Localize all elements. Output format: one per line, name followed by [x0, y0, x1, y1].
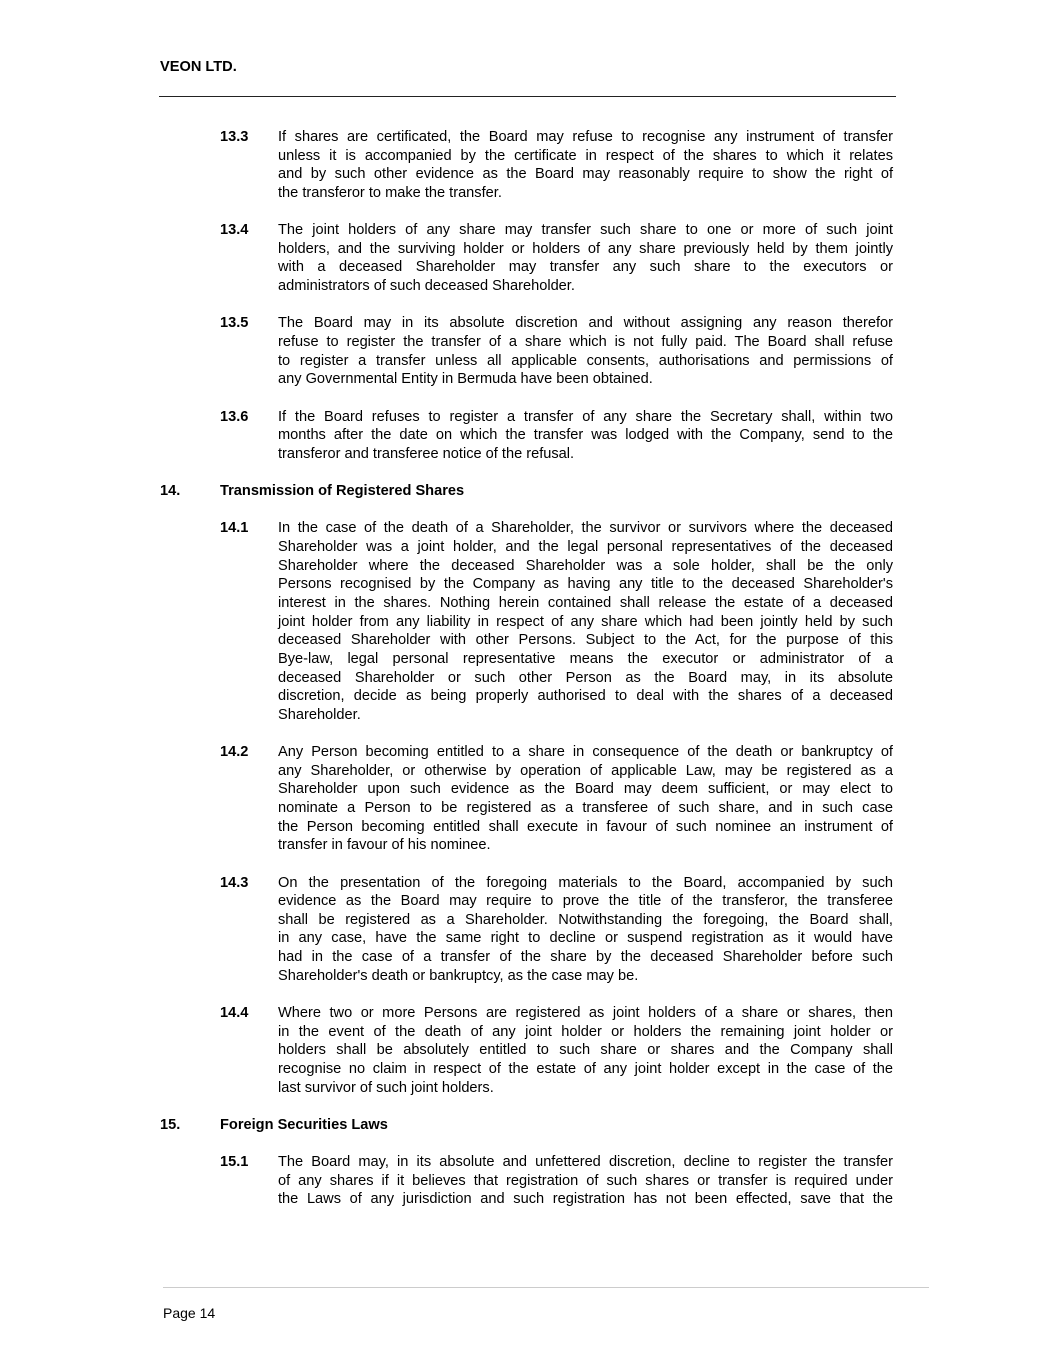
section-title: Transmission of Registered Shares — [220, 483, 465, 500]
clause-text — [278, 743, 893, 855]
page-number: Page 14 — [163, 1305, 216, 1321]
text-line: Shareholder. — [278, 706, 361, 723]
clause — [160, 408, 894, 464]
clause-number: 13.3 — [220, 129, 249, 145]
text-line: transferor and transferee notice of the refusal. — [278, 445, 575, 462]
clause — [160, 128, 894, 203]
text-line: Where two or more Persons are registered as joint holders of a share or shares, then — [278, 1004, 893, 1021]
clause-text — [278, 1004, 893, 1097]
clause-number: 13.6 — [220, 408, 249, 425]
clause-text — [278, 314, 893, 389]
text-line: The joint holders of any share may transfer such share to one or more of such joint — [278, 222, 893, 239]
clause — [160, 519, 894, 724]
clause-number: 14.1 — [220, 520, 249, 537]
clause — [160, 1153, 894, 1209]
text-line: The Board may, in its absolute and unfettered discretion, decline to register the transfer — [278, 1154, 893, 1171]
text-line: holders, and the surviving holder or holders of any share previously held by them jointly — [278, 240, 893, 257]
text-line: Shareholder's death or bankruptcy, as the case may be. — [278, 967, 639, 984]
text-line: in the event of the death of any joint holder or holders the remaining joint holder or — [278, 1023, 893, 1040]
section-number: 14. — [160, 483, 181, 500]
text-line: of any shares if it believes that registration of such shares or transfer is required under — [278, 1172, 893, 1189]
text-line: last survivor of such joint holders. — [278, 1079, 494, 1096]
text-line: months after the date on which the transfer was lodged with the Company, send to the — [278, 427, 893, 444]
clause — [160, 743, 894, 855]
clause — [160, 221, 894, 296]
text-line: Shareholder where the deceased Shareholder was a sole holder, shall be the only — [278, 557, 893, 574]
text-line: in any case, have the same right to decline or suspend registration as it would have — [278, 930, 893, 947]
text-line: joint holder from any liability in respect of any share which had been jointly held by such — [278, 613, 893, 630]
text-line: recognise no claim in respect of the estate of any joint holder except in the case of the — [278, 1060, 893, 1077]
text-line: In the case of the death of a Shareholder, the survivor or survivors where the deceased — [278, 520, 893, 537]
text-line: On the presentation of the foregoing materials to the Board, accompanied by such — [278, 874, 893, 891]
text-line: discretion, decide as being properly authorised to deal with the shares of a deceased — [278, 688, 893, 705]
text-line: deceased Shareholder with other Persons. Subject to the Act, for the purpose of this — [278, 632, 893, 649]
clause — [160, 1004, 894, 1097]
clause — [160, 314, 894, 389]
text-line: had in the case of a transfer of the share by the deceased Shareholder before such — [278, 949, 893, 966]
text-line: If the Board refuses to register a transfer of any share the Secretary shall, within two — [278, 408, 893, 425]
clause-text — [278, 408, 893, 464]
section-heading — [160, 1116, 894, 1135]
clause-number: 13.5 — [220, 315, 249, 332]
text-line: the Laws of any jurisdiction and such registration has not been effected, save that the — [278, 1191, 893, 1208]
text-line: any Governmental Entity in Bermuda have been obtained. — [278, 371, 653, 388]
clause-number: 13.4 — [220, 222, 249, 239]
text-line: to register a transfer unless all applicable consents, authorisations and permissions of — [278, 352, 893, 369]
clause-text — [278, 1153, 893, 1209]
text-line: holders shall be absolutely entitled to such share or shares and the Company shall — [278, 1042, 893, 1059]
text-line: any Shareholder, or otherwise by operation of applicable Law, may be registered as a — [278, 762, 893, 779]
text-line: nominate a Person to be registered as a transferee of such share, and in such case — [278, 799, 893, 816]
clause-text — [278, 221, 893, 296]
text-line: administrators of such deceased Shareholder. — [278, 278, 575, 295]
text-line: Bye-law, legal personal representative means the executor or administrator of a — [278, 650, 893, 667]
text-line: Any Person becoming entitled to a share in consequence of the death or bankruptcy of — [278, 744, 893, 761]
clause-text — [278, 874, 893, 986]
clause-text — [278, 128, 893, 203]
text-line: If shares are certificated, the Board may refuse to recognise any instrument of transfer — [278, 129, 893, 145]
section-number: 15. — [160, 1116, 181, 1133]
document-body — [160, 128, 894, 1228]
text-line: shall be registered as a Shareholder. Notwithstanding the foregoing, the Board shall, — [278, 911, 893, 928]
clause — [160, 874, 894, 986]
section-title: Foreign Securities Laws — [220, 1116, 388, 1133]
section-heading — [160, 482, 894, 501]
clause-number: 15.1 — [220, 1154, 249, 1171]
text-line: Shareholder was a joint holder, and the legal personal representatives of the deceased — [278, 539, 893, 556]
text-line: interest in the shares. Nothing herein contained shall release the estate of a deceased — [278, 594, 893, 611]
text-line: deceased Shareholder or such other Person as the Board may, in its absolute — [278, 669, 893, 686]
text-line: evidence as the Board may require to prove the title of the transferor, the transferee — [278, 893, 893, 910]
text-line: Shareholder upon such evidence as the Board may deem sufficient, or may elect to — [278, 781, 893, 798]
clause-number: 14.2 — [220, 744, 249, 761]
text-line: the Person becoming entitled shall execute in favour of such nominee an instrument of — [278, 818, 893, 835]
document-header-title: VEON LTD. — [160, 59, 237, 75]
text-line: and by such other evidence as the Board may reasonably require to show the right of — [278, 166, 893, 183]
text-line: Persons recognised by the Company as having any title to the deceased Shareholder's — [278, 576, 893, 593]
text-line: transfer in favour of his nominee. — [278, 837, 491, 854]
clause-number: 14.3 — [220, 874, 249, 891]
text-line: The Board may in its absolute discretion and without assigning any reason therefor — [278, 315, 893, 332]
footer-divider — [163, 1287, 929, 1288]
text-line: refuse to register the transfer of a share which is not fully paid. The Board shall refuse — [278, 334, 893, 351]
clause-number: 14.4 — [220, 1004, 249, 1021]
text-line: with a deceased Shareholder may transfer any such share to the executors or — [278, 259, 893, 276]
header-divider — [159, 96, 896, 97]
text-line: the transferor to make the transfer. — [278, 184, 502, 201]
text-line: unless it is accompanied by the certificate in respect of the shares to which it relates — [278, 147, 893, 164]
clause-text — [278, 519, 893, 724]
